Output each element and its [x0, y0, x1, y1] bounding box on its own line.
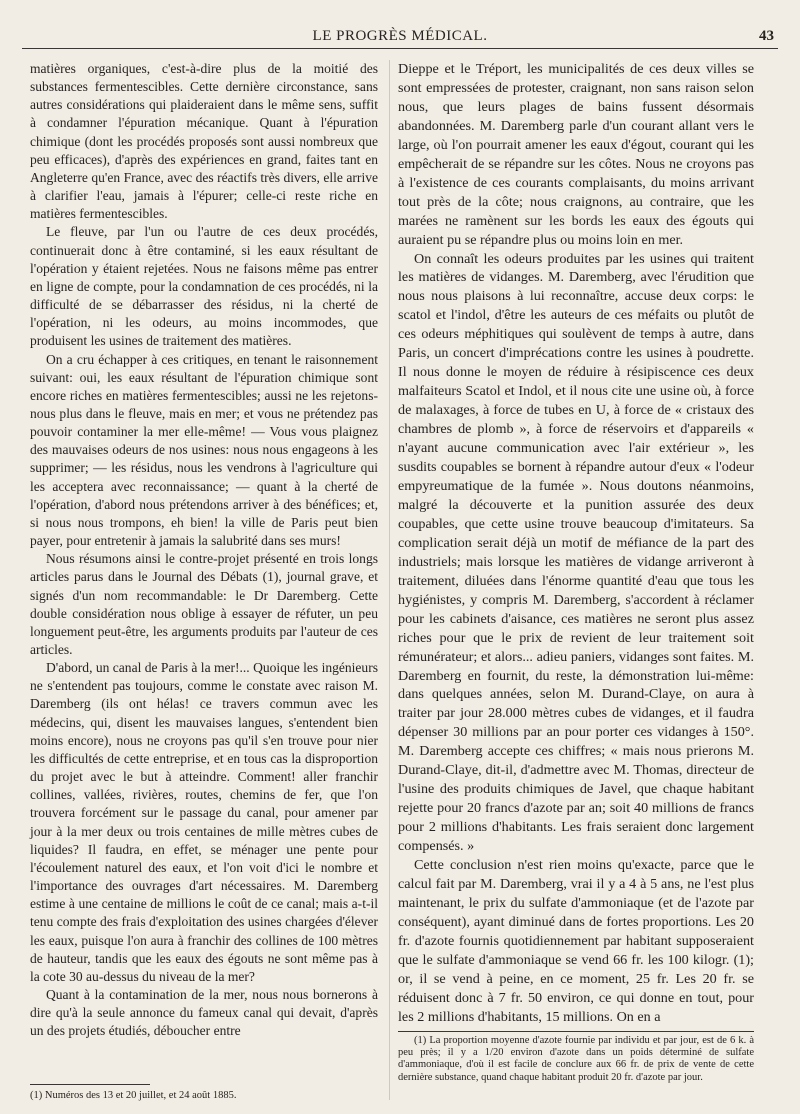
paragraph: On a cru échapper à ces critiques, en tenant le raisonnement suivant: oui, les eaux résultant de l'épuration chimique sont encore riches en matières fermentescibles; aussi ne les rejetons-nous plus dans le fleuve, mais en mer; et vous ne prétendez pas pouvoir contaminer la mer elle-même! — Vous vous plaignez des mauvaises odeurs de nos usines: nous nous engageons à les supprimer; — les résidus, nous les vendrons à l'agriculture qui les acceptera avec reconnaissance; — quant à la cherté de l'opération, d'abord nous prétendons arriver à des bénéfices; et, si nous nous trompons, eh bien! la ville de Paris peut bien payer, pour entretenir à jamais la salubrité dans ses murs! — [30, 351, 378, 549]
header-rule — [22, 48, 778, 49]
right-column — [398, 60, 754, 1084]
page-header — [22, 28, 778, 48]
journal-title: LE PROGRÈS MÉDICAL. — [312, 28, 488, 44]
paragraph: Quant à la contamination de la mer, nous nous bornerons à dire qu'à la seule annonce du fameux canal qui devait, d'après un des projets étudiés, déboucher entre — [30, 986, 378, 1039]
column-divider — [389, 60, 390, 1100]
paragraph: D'abord, un canal de Paris à la mer!... Quoique les ingénieurs ne s'entendent pas toujours, comme le constate avec raison M. Daremberg (ils ont hélas! ce travers commun avec les médecins, qui, disent les mauvaises langues, s'entendent bien moins encore), nous ne croyons pas qu'il s'en trouve pour nier les difficultés de cette entreprise, et en tous cas la disproportion du projet avec le but à atteindre. Comment! aller franchir collines, vallées, rivières, routes, chemins de fer, que l'on trouvera forcément sur le passage du canal, pour amener par jour à la mer deux ou trois centaines de mille mètres cubes de liquides? Il faudra, en effet, se ménager une pente pour l'écoulement naturel des eaux, et l'on voit d'ici le nombre et l'importance des ouvrages d'art nécessaires. M. Daremberg estime à une centaine de millions le coût de ce canal; mais a-t-il tenu compte des frais d'exploitation des usines chargées d'élever les eaux, puisque l'on aura à franchir des collines de 100 mètres de hauteur, tandis que les eaux des égouts ne sont même pas à la cote 30 au-dessus du niveau de la mer? — [30, 660, 378, 984]
footnote: (1) Numéros des 13 et 20 juillet, et 24 août 1885. — [30, 1090, 237, 1101]
left-column — [30, 60, 378, 1040]
paragraph: Nous résumons ainsi le contre-projet présenté en trois longs articles parus dans le Journal des Débats (1), journal grave, et signés d'un nom recommandable: le Dr Daremberg. Cette double considération nous oblige à essayer de réfuter, un peu longuement peut-être, les arguments produits par l'auteur de ces articles. — [30, 551, 378, 657]
page-number: 43 — [759, 28, 774, 44]
paragraph: Le fleuve, par l'un ou l'autre de ces deux procédés, continuerait donc à être contaminé, si les eaux résultant de l'opération y étaient rejetées. Nous ne faisons même pas entrer en ligne de compte, pour la condamnation de ces procédés, ni la difficulté de se débarrasser des résidus, ni la cherté de l'opération, ni les odeurs, au moins incommodes, que produisent les usines de traitement des matières. — [30, 224, 378, 349]
footnote-rule — [398, 1031, 754, 1032]
right-footnote-block — [398, 1035, 754, 1085]
footnote: (1) La proportion moyenne d'azote fournie par individu et par jour, est de 6 k. à peu près; il y a 1/20 environ d'azote dans un poids déterminé de sulfate d'ammoniaque, d'où il est facile de conclure aux 66 fr. de prix de vente de cette dernière substance, quand chaque habitant produit 20 fr. d'azote par jour. — [398, 1034, 754, 1083]
footnote-rule — [30, 1084, 150, 1085]
paragraph: Dieppe et le Tréport, les municipalités de ces deux villes se sont empressées de protester, craignant, non sans raison selon nous, que leurs plages de bains fussent désormais abandonnées. M. Daremberg parle d'un courant allant vers le large, où l'on pourrait amener les eaux d'égout, courant qui les empêcherait de se répandre sur les côtes. Nous ne croyons pas à l'existence de ces courants complaisants, du moins arrivant tout près de la côte; nous craignons, au contraire, que les marées ne ramènent sur les bords les eaux des égouts qui auraient pu se répandre plus ou moins loin en mer. — [398, 61, 754, 248]
paragraph: Cette conclusion n'est rien moins qu'exacte, parce que le calcul fait par M. Daremberg, vrai il y a 4 à 5 ans, ne l'est plus maintenant, le prix du sulfate d'ammoniaque (et de l'azote par conséquent), ayant diminué dans de fortes proportions. Les 20 fr. d'azote fournis quotidiennement par habitant supposeraient que le sulfate d'ammoniaque se vend 66 fr. les 100 kilogr. (1); or, il se vend à peine, en ce moment, 25 fr. Les 20 fr. se réduisent donc à 7 fr. 50 environ, ce qui donne en tout, pour les 2 millions d'habitants, 15 millions. On en a — [398, 857, 754, 1025]
paragraph: On connaît les odeurs produites par les usines qui traitent les matières de vidanges. M. Daremberg, avec l'érudition que nous nous plaisons à lui reconnaître, accuse deux corps: le scatol et l'indol, d'être les auteurs de ces méfaits ou plutôt de ces odeurs méphitiques qui soulèvent de temps à autre, dans Paris, un concert d'imprécations contre les usines à poudrette. Il nous donne le moyen de réduire à résipiscence ces deux malfaiteurs Scatol et Indol, et il nous cite une usine où, à force de malaxages, à force de tubes en U, à force de « cristaux des chambres de plomb », à force de réservoirs et d'appareils « n'ayant aucune communication avec l'air extérieur », les susdits coupables se bornent à répandre autour d'eux « l'odeur empyreumatique de la fumée ». Nous doutons néanmoins, malgré la découverte et la punition assurée des deux coupables, que cette usine trouve beaucoup d'imitateurs. Sa complication serait déjà un motif de méfiance de la part des industriels; mais lorsque les matières de vidange arriveront à traitement, diluées dans l'énorme quantité d'eau que tous les hygiénistes, y compris M. Daremberg, s'accordent à réclamer pour les cabinets d'aisance, ces matières ne seront plus assez riches pour que le prix de revient de leur traitement soit rémunérateur; et alors... adieu paniers, vidanges sont faites. M. Daremberg en fournit, du reste, la démonstration lui-même: dans quelques années, selon M. Durand-Claye, on aura à traiter par jour 28.000 mètres cubes de vidanges, et il faudra dépenser 30 millions par an pour porter ces vidanges à 150°. M. Daremberg accepte ces chiffres; « mais nous prierons M. Durand-Claye, dit-il, d'admettre avec M. Thomas, directeur de l'usine des produits chimiques de Javel, que chaque habitant rejette pour 20 francs d'azote par an; soit 40 millions de francs pour 2 millions d'habitants. Les frais seraient donc largement compensés. » — [398, 250, 754, 855]
left-footnote-block — [30, 1078, 378, 1102]
paragraph: matières organiques, c'est-à-dire plus de la moitié des substances fermentescibles. Cette dernière circonstance, sans autres considérations qui plaideraient dans le même sens, suffit à condamner l'épuration mécanique. Quant à l'épuration chimique (dont les procédés proposés sont aussi nombreux que peu efficaces), d'après des expériences en grand, faites tant en Angleterre qu'en France, avec des réactifs très divers, elle arrive à clarifier l'eau, jamais à l'épurer; celle-ci reste riche en matières fermentescibles. — [30, 61, 378, 222]
